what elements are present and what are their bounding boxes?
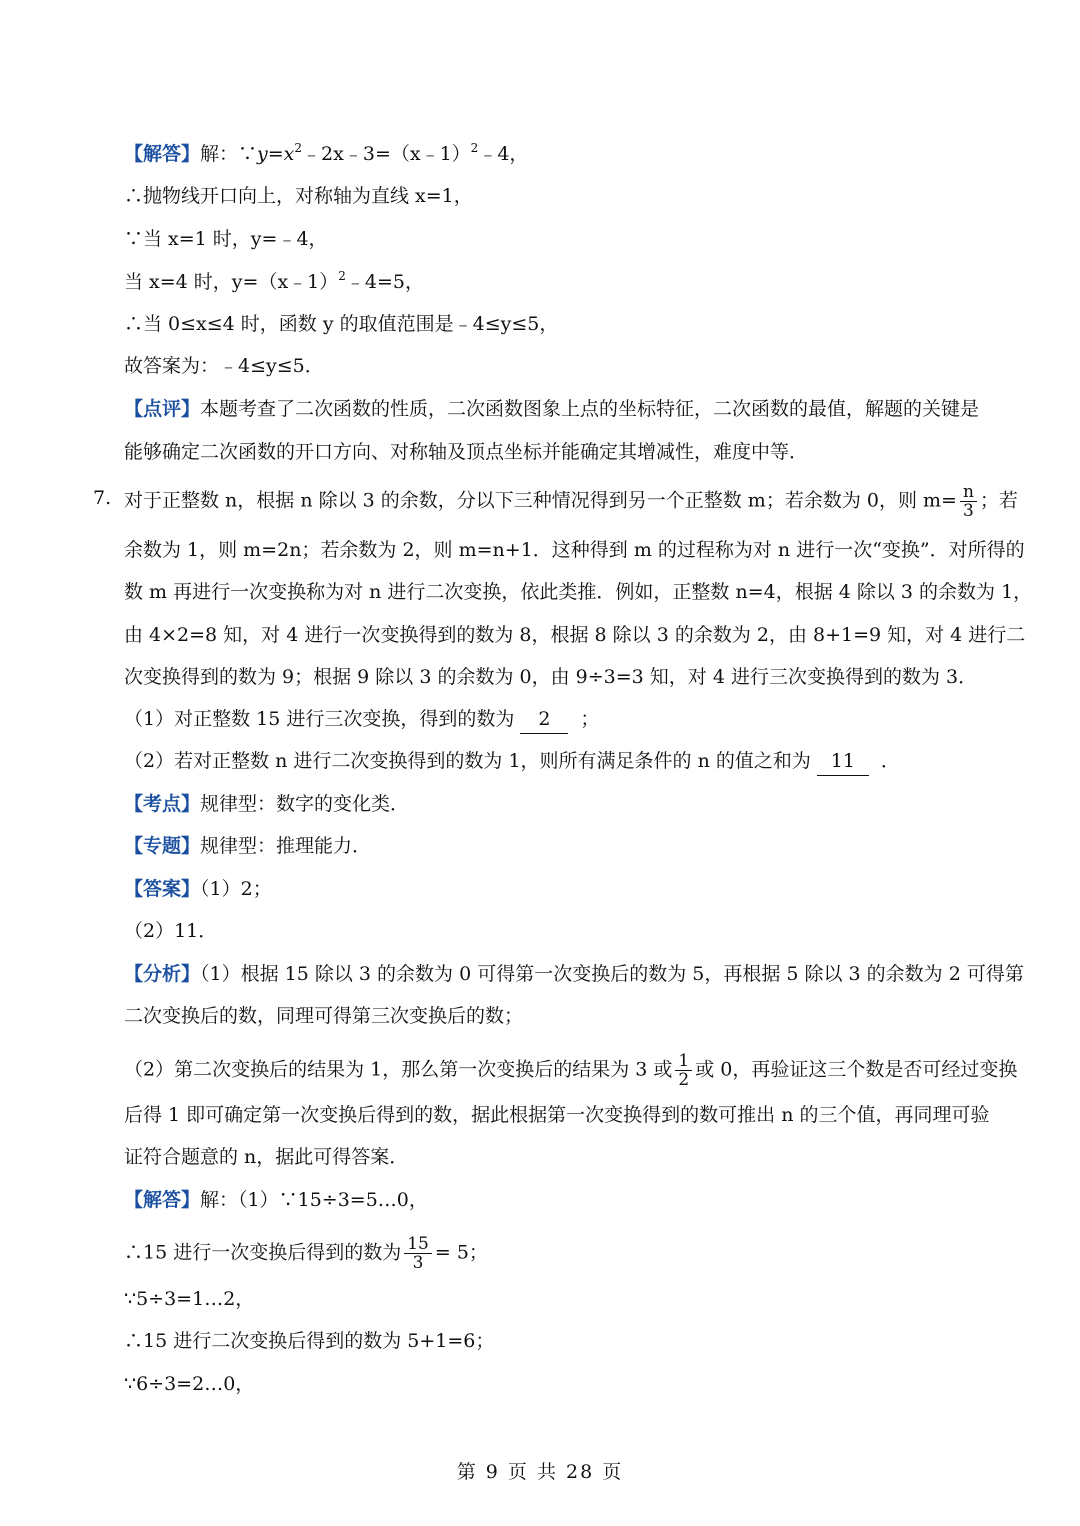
- answer-blank-2: 11: [817, 747, 869, 776]
- answer-line-1: 【解答】解：$\because y=x^2﹣2x﹣3=(x﹣1)^2﹣4$，: [124, 141, 529, 165]
- zhuanti-line: 【专题】规律型：推理能力．: [124, 835, 372, 857]
- page-footer: 第 9 页 共 28 页: [456, 1461, 624, 1483]
- question-line-2: 余数为 1，则 m=2n；若余数为 2，则 m=n+1．这种得到 m 的过程称为对 n 进行一次“变换”．对所得的: [124, 539, 1025, 561]
- answer-line-3: ∵当 x=1 时，y=﹣4，: [124, 228, 328, 250]
- question-line-5: 次变换得到的数为 9；根据 9 除以 3 的余数为 0，由 9÷3=3 知，对 4 进行三次变换得到的数为 3．: [124, 666, 978, 688]
- answer-blank-1: 2: [520, 705, 568, 734]
- kaodian-line: 【考点】规律型：数字的变化类．: [124, 793, 410, 815]
- fraction-1-over-2: $\frac{1}{2}$: [675, 1052, 692, 1089]
- jieda-line-1: 【解答】解：（1）∵15÷3=5…0，: [124, 1189, 428, 1211]
- question-line-1: 对于正整数 n，根据 n 除以 3 的余数，分以下三种情况得到另一个正整数 m；若余数为 0，则 m= $\frac{n}{3}$ ；若: [124, 482, 1018, 521]
- comment-tag: 【点评】: [124, 398, 201, 420]
- comment-line-1: 【点评】本题考查了二次函数的性质，二次函数图象上点的坐标特征，二次函数的最值，解题的关键是: [124, 398, 980, 420]
- answer-tag: 【解答】: [124, 143, 201, 165]
- daan-line-2: （2）11．: [124, 920, 218, 942]
- kaodian-tag: 【考点】: [124, 793, 201, 815]
- question-line-4: 由 4×2=8 知，对 4 进行一次变换得到的数为 8，根据 8 除以 3 的余数为 2，由 8+1=9 知，对 4 进行二: [124, 624, 1026, 646]
- jieda-tag: 【解答】: [124, 1189, 201, 1211]
- question-line-3: 数 m 再进行一次变换称为对 n 进行二次变换，依此类推．例如，正整数 n=4，根据 4 除以 3 的余数为 1，: [124, 581, 1033, 603]
- answer-line-6: 故答案为：﹣4≤y≤5．: [124, 355, 324, 377]
- fenxi-line-5: 证符合题意的 n，据此可得答案．: [124, 1146, 409, 1168]
- question-number: 7.: [93, 487, 112, 509]
- sub-question-2: （2）若对正整数 n 进行二次变换得到的数为 1，则所有满足条件的 n 的值之和为 11 ．: [124, 747, 900, 776]
- zhuanti-tag: 【专题】: [124, 835, 201, 857]
- fenxi-line-3: （2）第二次变换后的结果为 1，那么第一次变换后的结果为 3 或 $\frac{1}{2}$ 或 0，再验证这三个数是否可经过变换: [124, 1051, 1018, 1090]
- answer-line-5: ∴当 0≤x≤4 时，函数 y 的取值范围是﹣4≤y≤5，: [124, 313, 559, 335]
- jieda-line-4: ∴15 进行二次变换后得到的数为 5+1=6；: [124, 1330, 495, 1352]
- fraction-15-over-3: $\frac{15}{3}$: [404, 1235, 432, 1272]
- sub-question-1: （1）对正整数 15 进行三次变换，得到的数为 2 ；: [124, 705, 599, 734]
- daan-line-1: 【答案】（1）2；: [124, 878, 272, 900]
- fenxi-tag: 【分析】: [124, 963, 201, 985]
- fraction-n-over-3: $\frac{n}{3}$: [960, 483, 977, 520]
- jieda-line-3: ∵5÷3=1…2，: [124, 1288, 255, 1310]
- answer-line-4: 当 x=4 时，y=（x﹣1）$^2$﹣4=5，: [124, 269, 425, 293]
- jieda-line-5: ∵6÷3=2…0，: [124, 1373, 255, 1395]
- fenxi-line-1: 【分析】（1）根据 15 除以 3 的余数为 0 可得第一次变换后的数为 5，再根据 5 除以 3 的余数为 2 可得第: [124, 963, 1024, 985]
- answer-line-2: ∴抛物线开口向上，对称轴为直线 x=1，: [124, 185, 473, 207]
- jieda-line-2: ∴15 进行一次变换后得到的数为 $\frac{15}{3}$ = 5；: [124, 1234, 488, 1273]
- daan-tag: 【答案】: [124, 878, 201, 900]
- comment-line-2: 能够确定二次函数的开口方向、对称轴及顶点坐标并能确定其增减性，难度中等．: [124, 441, 809, 463]
- fenxi-line-4: 后得 1 即可确定第一次变换后得到的数，据此根据第一次变换得到的数可推出 n 的三个值，再同理可验: [124, 1104, 990, 1126]
- fenxi-line-2: 二次变换后的数，同理可得第三次变换后的数；: [124, 1005, 524, 1027]
